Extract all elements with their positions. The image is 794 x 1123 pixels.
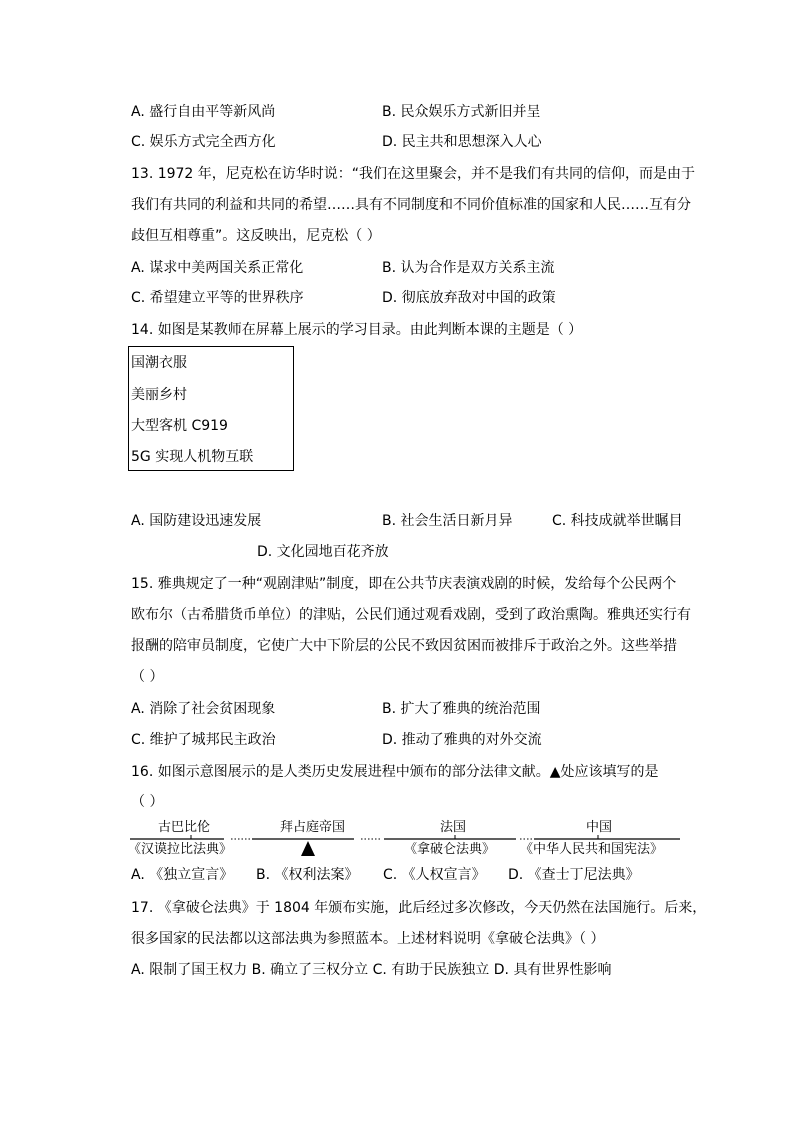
q14-box-item: 美丽乡村 (131, 387, 187, 403)
q12-option-a: A. 盛行自由平等新风尚 (131, 104, 276, 120)
q15-option-c: C. 维护了城邦民主政治 (131, 732, 276, 748)
q12-option-d: D. 民主共和思想深入人心 (382, 134, 542, 150)
timeline-top-label-china: 中国 (586, 820, 613, 835)
q12-option-c: C. 娱乐方式完全西方化 (131, 134, 276, 150)
q14-box-item: 5G 实现人机物互联 (131, 449, 254, 465)
q14-stem: 14. 如图是某教师在屏幕上展示的学习目录。由此判断本课的主题是（ ） (131, 322, 583, 338)
q16-option-d: D. 《查士丁尼法典》 (508, 867, 640, 883)
q17-stem-line-2: 很多国家的民法都以这部法典为参照蓝本。上述材料说明《拿破仑法典》（ ） (131, 931, 605, 947)
q12-option-b: B. 民众娱乐方式新旧并呈 (382, 104, 541, 120)
q14-option-c: C. 科技成就举世瞩目 (552, 513, 683, 529)
q14-directory-box (128, 346, 294, 471)
q16-option-c: C. 《人权宣言》 (383, 867, 486, 883)
q15-option-a: A. 消除了社会贫困现象 (131, 701, 276, 717)
q16-stem-line-2: （ ） (131, 794, 164, 810)
q14-box-item: 国潮衣服 (131, 355, 187, 371)
timeline-bottom-label-prc-constitution: 《中华人民共和国宪法》 (520, 842, 664, 857)
q15-stem-line-1: 15. 雅典规定了一种“观剧津贴”制度，即在公共节庆表演戏剧的时候，发给每个公民两个 (131, 576, 677, 592)
q16-law-timeline (128, 818, 684, 862)
q13-option-a: A. 谋求中美两国关系正常化 (131, 260, 304, 276)
q13-stem-line-2: 我们有共同的利益和共同的希望……具有不同制度和不同价值标准的国家和人民……互有分 (131, 197, 691, 213)
q15-option-d: D. 推动了雅典的对外交流 (382, 732, 542, 748)
timeline-top-label-france: 法国 (440, 820, 467, 835)
timeline-top-label-babylon: 古巴比伦 (158, 820, 211, 835)
timeline-top-label-byzantine: 拜占庭帝国 (280, 820, 346, 835)
q13-option-b: B. 认为合作是双方关系主流 (382, 260, 555, 276)
q13-stem-line-3: 歧但互相尊重”。这反映出，尼克松（ ） (131, 228, 381, 244)
q16-option-a: A. 《独立宣言》 (131, 867, 234, 883)
q13-stem-line-1: 13. 1972 年，尼克松在访华时说：“我们在这里聚会，并不是我们有共同的信仰，而是由于 (131, 166, 696, 182)
q15-stem-line-3: 报酬的陪审员制度，它使广大中下阶层的公民不致因贫困而被排斥于政治之外。这些举措 (131, 638, 677, 654)
q14-option-a: A. 国防建设迅速发展 (131, 513, 262, 529)
q14-box-item: 大型客机 C919 (131, 418, 228, 434)
q16-stem-line-1: 16. 如图示意图展示的是人类历史发展进程中颁布的部分法律文献。▲处应该填写的是 (131, 764, 659, 780)
timeline-bottom-label-hammurabi: 《汉谟拉比法典》 (128, 842, 233, 857)
q15-stem-line-2: 欧布尔（古希腊货币单位）的津贴，公民们通过观看戏剧，受到了政治熏陶。雅典还实行有 (131, 607, 691, 623)
q13-option-d: D. 彻底放弃敌对中国的政策 (382, 290, 556, 306)
q14-option-b: B. 社会生活日新月异 (382, 513, 513, 529)
q14-option-d: D. 文化园地百花齐放 (257, 544, 389, 560)
q15-option-b: B. 扩大了雅典的统治范围 (382, 701, 541, 717)
q13-option-c: C. 希望建立平等的世界秩序 (131, 290, 304, 306)
blank-triangle-marker (301, 841, 315, 856)
timeline-bottom-label-napoleon: 《拿破仑法典》 (404, 842, 496, 857)
q17-stem-line-1: 17. 《拿破仑法典》于 1804 年颁布实施，此后经过多次修改，今天仍然在法国施行。后来， (131, 900, 707, 916)
q15-stem-line-4: （ ） (131, 669, 164, 685)
q17-options: A. 限制了国王权力 B. 确立了三权分立 C. 有助于民族独立 D. 具有世界性影响 (131, 962, 612, 978)
q16-option-b: B. 《权利法案》 (256, 867, 359, 883)
